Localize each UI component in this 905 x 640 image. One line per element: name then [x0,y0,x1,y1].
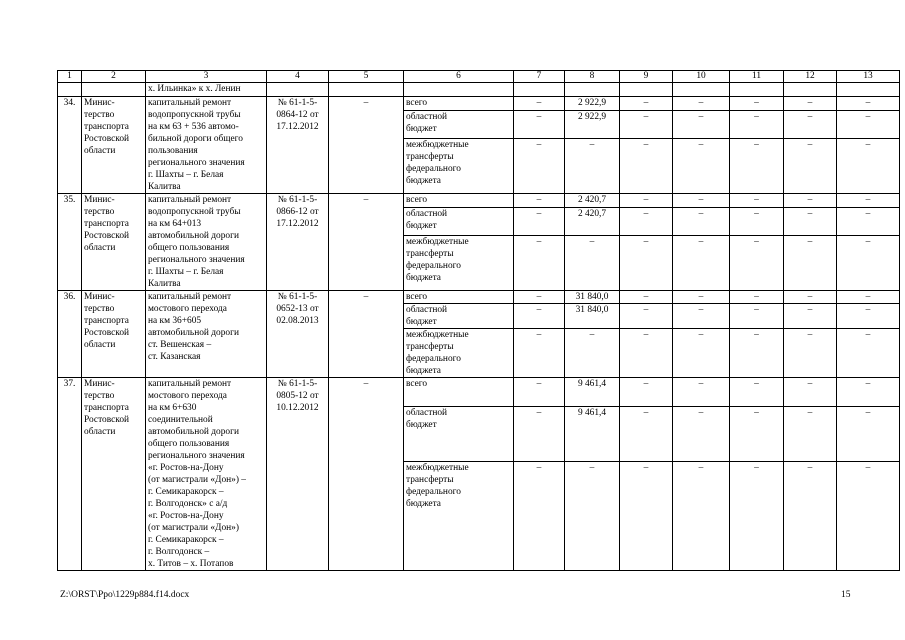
column-10-value: – [673,139,730,194]
column-11-value: – [730,194,784,208]
column-9-value: – [620,291,673,304]
column-9-value: – [620,139,673,194]
column-11-value: – [730,236,784,291]
funding-source-label: межбюджетные трансферты федерального бюджета [404,329,514,378]
column-5-cell: – [329,291,404,378]
row-number: 37. [58,378,82,571]
column-13-value: – [837,291,900,304]
organization-cell: Минис- терство транспорта Ростовской области [82,97,146,194]
table-row [58,378,900,407]
column-8-value: 31 840,0 [565,291,620,304]
funding-source-label: всего [404,97,514,111]
column-9-value: – [620,97,673,111]
funding-source-label: всего [404,291,514,304]
table-row [58,97,900,111]
column-11-value: – [730,291,784,304]
funding-source-label: межбюджетные трансферты федерального бюджета [404,462,514,571]
column-13-value: – [837,406,900,461]
description-cell: капитальный ремонт водопропускной трубы на км 64+013 автомобильной дороги общего пользования регионального значения г. Шахты – г. Белая Калитва [146,194,267,291]
column-8-value: 2 420,7 [565,208,620,236]
column-10-value: – [673,406,730,461]
description-cell: капитальный ремонт мостового перехода на км 6+630 соединительной автомобильной дороги общего пользования регионального значения «г. Ростов-на-Дону (от магистрали «Дон») – г. Семикаракорск – г. Волгодонск» с а/д «г. Ростов-на-Дону (от магистрали «Дон») г. Семикаракорск – г. Волгодонск – х. Титов – х. Потапов [146,378,267,571]
column-13-value: – [837,208,900,236]
row-number: 35. [58,194,82,291]
table-row [58,194,900,208]
column-13-value: – [837,111,900,139]
column-13-value: – [837,329,900,378]
column-number: 9 [620,71,673,83]
funding-source-label: всего [404,194,514,208]
column-5-cell: – [329,194,404,291]
document-cell: № 61-1-5- 0652-13 от 02.08.2013 [267,291,329,378]
column-8-value: – [565,462,620,571]
continuation-row [58,83,900,97]
column-12-value: – [784,329,837,378]
column-10-value: – [673,97,730,111]
column-number: 10 [673,71,730,83]
column-8-value: 9 461,4 [565,378,620,407]
column-12-value: – [784,139,837,194]
column-9-value: – [620,378,673,407]
column-11-value: – [730,378,784,407]
description-cell: капитальный ремонт водопропускной трубы на км 63 + 536 автомо- бильной дороги общего пользования регионального значения г. Шахты – г. Белая Калитва [146,97,267,194]
column-7-value: – [514,97,565,111]
column-8-value: 9 461,4 [565,406,620,461]
column-13-value: – [837,378,900,407]
column-7-value: – [514,194,565,208]
table-body [58,71,900,571]
column-number: 4 [267,71,329,83]
funding-source-label: областной бюджет [404,111,514,139]
column-9-value: – [620,329,673,378]
column-12-value: – [784,406,837,461]
column-number: 1 [58,71,82,83]
column-10-value: – [673,304,730,329]
column-12-value: – [784,208,837,236]
column-number: 8 [565,71,620,83]
funding-source-label: межбюджетные трансферты федерального бюджета [404,236,514,291]
column-number: 7 [514,71,565,83]
column-12-value: – [784,97,837,111]
column-11-value: – [730,304,784,329]
column-9-value: – [620,208,673,236]
column-5-cell: – [329,378,404,571]
column-12-value: – [784,291,837,304]
column-number-header-row [58,71,900,83]
funding-source-label: областной бюджет [404,208,514,236]
column-number: 13 [837,71,900,83]
column-8-value: 31 840,0 [565,304,620,329]
funding-source-label: областной бюджет [404,406,514,461]
column-12-value: – [784,462,837,571]
column-8-value: 2 922,9 [565,97,620,111]
organization-cell: Минис- терство транспорта Ростовской области [82,378,146,571]
column-9-value: – [620,406,673,461]
continuation-text: х. Ильинка» к х. Ленин [146,83,267,97]
column-number: 12 [784,71,837,83]
column-11-value: – [730,111,784,139]
column-8-value: – [565,329,620,378]
column-11-value: – [730,406,784,461]
column-10-value: – [673,329,730,378]
column-8-value: 2 922,9 [565,111,620,139]
column-7-value: – [514,139,565,194]
column-9-value: – [620,304,673,329]
column-12-value: – [784,236,837,291]
funding-source-label: областной бюджет [404,304,514,329]
column-7-value: – [514,329,565,378]
column-13-value: – [837,462,900,571]
document-cell: № 61-1-5- 0866-12 от 17.12.2012 [267,194,329,291]
column-7-value: – [514,406,565,461]
column-7-value: – [514,304,565,329]
row-number: 36. [58,291,82,378]
column-11-value: – [730,139,784,194]
column-10-value: – [673,208,730,236]
column-8-value: – [565,236,620,291]
column-10-value: – [673,291,730,304]
column-9-value: – [620,111,673,139]
column-7-value: – [514,236,565,291]
funding-source-label: всего [404,378,514,407]
column-9-value: – [620,194,673,208]
column-11-value: – [730,329,784,378]
table-row [58,291,900,304]
column-9-value: – [620,462,673,571]
column-number: 5 [329,71,404,83]
column-10-value: – [673,378,730,407]
column-9-value: – [620,236,673,291]
column-7-value: – [514,462,565,571]
column-13-value: – [837,304,900,329]
footer-page-number: 15 [841,590,851,600]
column-13-value: – [837,139,900,194]
column-10-value: – [673,111,730,139]
column-13-value: – [837,97,900,111]
column-10-value: – [673,462,730,571]
column-7-value: – [514,111,565,139]
document-cell: № 61-1-5- 0864-12 от 17.12.2012 [267,97,329,194]
column-10-value: – [673,236,730,291]
column-12-value: – [784,194,837,208]
column-10-value: – [673,194,730,208]
column-5-cell: – [329,97,404,194]
organization-cell: Минис- терство транспорта Ростовской области [82,194,146,291]
column-7-value: – [514,291,565,304]
column-number: 11 [730,71,784,83]
column-8-value: – [565,139,620,194]
column-number: 2 [82,71,146,83]
column-number: 3 [146,71,267,83]
organization-cell: Минис- терство транспорта Ростовской области [82,291,146,378]
funding-source-label: межбюджетные трансферты федерального бюджета [404,139,514,194]
column-12-value: – [784,378,837,407]
column-13-value: – [837,194,900,208]
column-11-value: – [730,462,784,571]
row-number: 34. [58,97,82,194]
document-cell: № 61-1-5- 0805-12 от 10.12.2012 [267,378,329,571]
column-11-value: – [730,208,784,236]
column-7-value: – [514,208,565,236]
column-13-value: – [837,236,900,291]
footer-file-path: Z:\ORST\Ppo\1229p884.f14.docx [60,590,190,600]
column-8-value: 2 420,7 [565,194,620,208]
budget-table [57,70,900,571]
column-12-value: – [784,111,837,139]
column-number: 6 [404,71,514,83]
column-7-value: – [514,378,565,407]
description-cell: капитальный ремонт мостового перехода на км 36+605 автомобильной дороги ст. Вешенская – ст. Казанская [146,291,267,378]
column-12-value: – [784,304,837,329]
column-11-value: – [730,97,784,111]
